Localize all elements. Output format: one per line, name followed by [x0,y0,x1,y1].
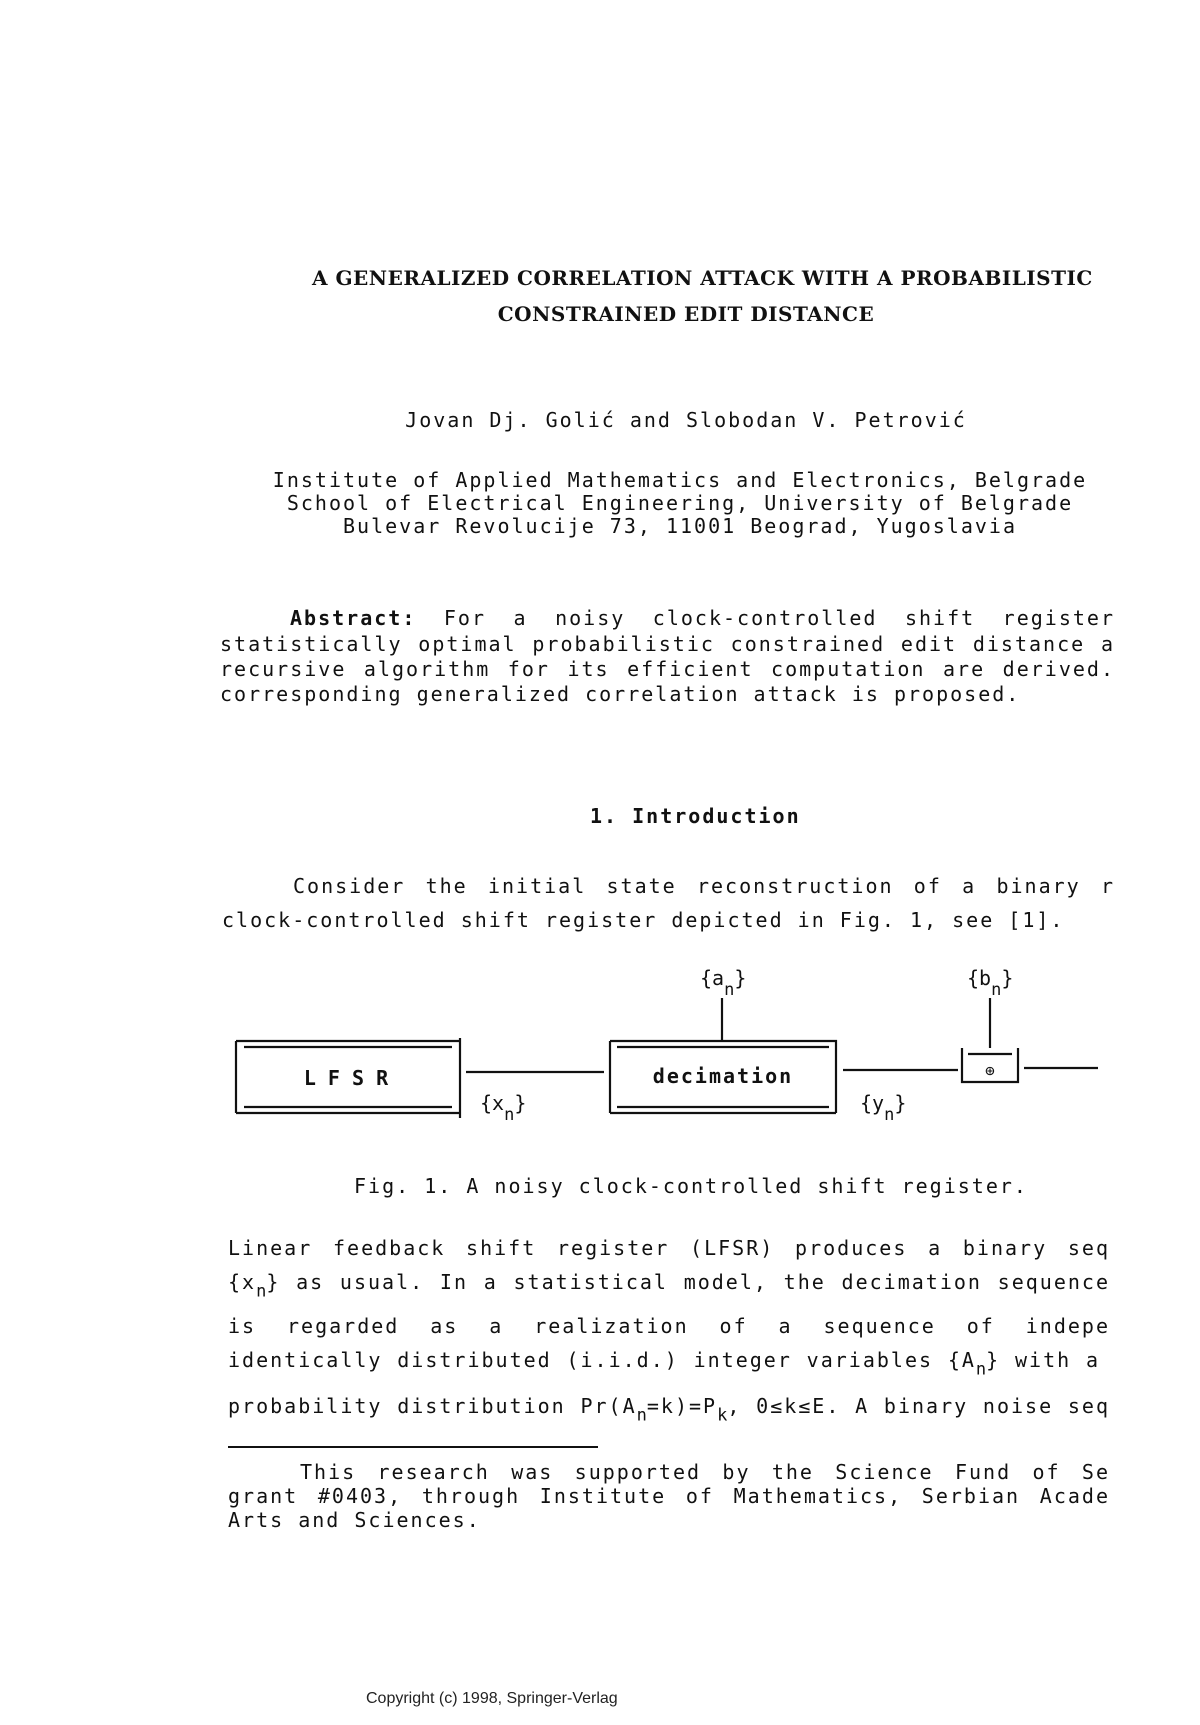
adder-symbol: ⊕ [985,1061,995,1080]
paper-title-line-2: CONSTRAINED EDIT DISTANCE [497,302,875,326]
section-heading: 1. Introduction [590,804,801,828]
body-line-1: Linear feedback shift register (LFSR) produces a binary seq [228,1236,1110,1260]
footnote-rule [228,1446,598,1448]
figure-caption: Fig. 1. A noisy clock-controlled shift register. [354,1174,1028,1198]
abstract-line-4: corresponding generalized correlation attack is proposed. [220,682,1021,706]
paper-title-line-1: A GENERALIZED CORRELATION ATTACK WITH A PROBABILISTIC [312,266,1093,290]
body-line-2: $\{x_n\}$ as usual. In a statistical model, the decimation sequence [228,1270,1110,1302]
footnote-line-3: Arts and Sciences. [228,1508,481,1532]
abstract-text-start: For a noisy clock-controlled shift register [443,606,1115,630]
figure-1-diagram [0,950,1200,1130]
footnote-line-2: grant #0403, through Institute of Mathematics, Serbian Acade [228,1484,1110,1508]
intro-line-1: Consider the initial state reconstruction of a binary r [293,874,1115,898]
affiliation-line-3: Bulevar Revolucije 73, 11001 Beograd, Yugoslavia [343,514,1017,538]
body-line-3: is regarded as a realization of a sequence of indepe [228,1314,1110,1338]
body-line-5: probability distribution $Pr(A_n=k)=P_k$, 0≤k≤E. A binary noise seq [228,1394,1110,1426]
footnote-line-1: This research was supported by the Science Fund of Se [300,1460,1110,1484]
decimation-label: decimation [652,1064,794,1088]
body-line-4: identically distributed (i.i.d.) integer variables $\{A_n\}$ with a [228,1348,1100,1380]
affiliation-line-2: School of Electrical Engineering, University of Belgrade [286,491,1074,515]
abstract-label: Abstract: [290,606,417,630]
abstract-line-1 [290,606,1115,630]
copyright-notice: Copyright (c) 1998, Springer-Verlag [366,1690,618,1707]
label-y-n: $\{y_n\}$ [860,1091,907,1125]
label-x-n: $\{x_n\}$ [480,1091,527,1125]
abstract-line-2: statistically optimal probabilistic constrained edit distance a [220,632,1115,656]
label-a-n: $\{a_n\}$ [700,966,747,1000]
affiliation-line-1: Institute of Applied Mathematics and Electronics, Belgrade [272,468,1088,492]
authors: Jovan Dj. Golić and Slobodan V. Petrović [405,408,967,432]
label-b-n: $\{b_n\}$ [967,966,1014,1000]
abstract-line-3: recursive algorithm for its efficient computation are derived. [220,657,1115,681]
lfsr-label: L F S R [303,1066,389,1090]
intro-line-2: clock-controlled shift register depicted in Fig. 1, see [1]. [222,908,1065,932]
